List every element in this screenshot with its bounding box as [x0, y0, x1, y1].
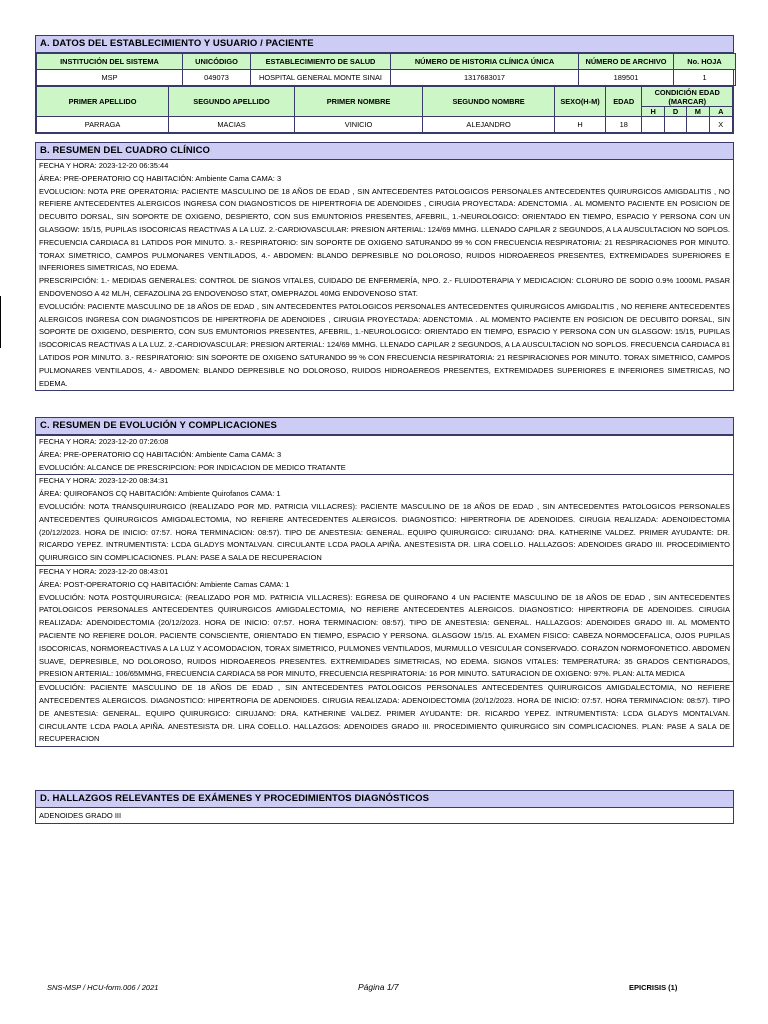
hdr-primer-apellido: PRIMER APELLIDO — [37, 87, 169, 117]
c3-fecha: FECHA Y HORA: 2023-12-20 08:43:01 — [39, 566, 169, 576]
establishment-table — [36, 53, 736, 86]
b-evolucion: EVOLUCIÓN: PACIENTE MASCULINO DE 18 AÑOS DE EDAD , SIN ANTECEDENTES PATOLOGICOS PERSONALES ANTECEDENTES QUIRURGICOS AMIGDALITIS , NO REFIERE ANTECEDENTES ALERGICOS INGRESA CON DIAGNOSTICOS DE HIPERTROFIA DE ADENOIDES , CIRUGIA PROYECTADA: ADENCTOMIA . AL MOMENTO PACIENTE EN POSICION DE DECUBITO DORSAL, SIN SOPORTE DE OXIGENO, DESPIERTO, CON SUS EMUNTORIOS PRESENTES, AFEBRIL, 1.-NEUROLOGICO: ORIENTADO EN TIEMPO, ESPACIO Y PERSONA CON UN GLASGOW: 15/15, PUPILAS ISOCORICAS REACTIVAS A LA LUZ. 2.-CARDIOVASCULAR: PRESION ARTERIAL: 124/69 MMHG. LLENADO CAPILAR 2 SEGUNDOS, A LA AUSCULTACION NO SOPLOS. FRECUENCIA CARDIACA 81 LATIDOS POR MINUTO. 3.- RESPIRATORIO: SIN SOPORTE DE OXIGENO SATURANDO 99 % CON FRECUENCIA RESPIRATORIA: 21 RESPIRACIONES POR MINUTO. TORAX SIMETRICO, CAMPOS PULMONARES VENTILADOS, 4.- ABDOMEN: BLANDO DEPRESIBLE NO DOLOROSO, RUIDOS HIDROAEREOS PRESENTES, EXTREMIDADES SUPERIORES E INFERIORES SIMETRICAS, NO EDEMA. — [39, 301, 730, 388]
footer-document-name: EPICRISIS (1) — [629, 983, 678, 992]
hdr-edad-a: A — [709, 107, 732, 117]
hdr-archivo: NÚMERO DE ARCHIVO — [579, 54, 674, 70]
section-b-title: B. RESUMEN DEL CUADRO CLÍNICO — [36, 143, 733, 160]
section-d — [35, 790, 734, 824]
c3-area: ÁREA: POST-OPERATORIO CQ HABITACIÓN: Ambiente Camas CAMA: 1 — [39, 579, 290, 589]
val-edad-h — [642, 117, 664, 133]
hdr-segundo-apellido: SEGUNDO APELLIDO — [169, 87, 295, 117]
d-findings: ADENOIDES GRADO III — [39, 811, 122, 820]
val-segundo-nombre: ALEJANDRO — [423, 117, 555, 133]
hdr-hoja: No. HOJA — [674, 54, 736, 70]
hdr-edad-d: D — [664, 107, 686, 117]
hdr-segundo-nombre: SEGUNDO NOMBRE — [423, 87, 555, 117]
margin-mark — [0, 296, 1, 348]
hdr-unicodigo: UNICÓDIGO — [183, 54, 251, 70]
c1-area: ÁREA: PRE-OPERATORIO CQ HABITACIÓN: Ambiente Cama CAMA: 3 — [39, 449, 282, 459]
hdr-institucion: INSTITUCIÓN DEL SISTEMA — [37, 54, 183, 70]
hdr-primer-nombre: PRIMER NOMBRE — [295, 87, 423, 117]
hdr-historia-clinica: NÚMERO DE HISTORIA CLÍNICA ÚNICA — [391, 54, 579, 70]
footer-page-number: Página 1/7 — [358, 982, 399, 992]
val-segundo-apellido: MACIAS — [169, 117, 295, 133]
evolution-final — [36, 681, 733, 746]
val-edad-a: X — [709, 117, 732, 133]
hdr-edad: EDAD — [605, 87, 642, 117]
val-edad: 18 — [605, 117, 642, 133]
footer-form-code: SNS-MSP / HCU-form.006 / 2021 — [47, 983, 159, 992]
b-evolucion-preop: EVOLUCION: NOTA PRE OPERATORIA: PACIENTE MASCULINO DE 18 AÑOS DE EDAD , SIN ANTECEDENTES PATOLOGICOS PERSONALES ANTECEDENTES QUIRURGICOS AMIGDALITIS , NO REFIERE ANTECEDENTES ALERGICOS INGRESA CON DIAGNOSTICOS DE HIPERTROFIA DE ADENOIDES , CIRUGIA PROYECTADA: ADENCTOMIA . AL MOMENTO PACIENTE EN POSICION DE DECUBITO DORSAL, SIN SOPORTE DE OXIGENO, DESPIERTO, CON SUS EMUNTORIOS PRESENTES, AFEBRIL, 1.-NEUROLOGICO: ORIENTADO EN TIEMPO, ESPACIO Y PERSONA CON UN GLASGOW: 15/15, PUPILAS ISOCORICAS REACTIVAS A LA LUZ. 2.-CARDIOVASCULAR: PRESION ARTERIAL: 124/69 MMHG. LLENADO CAPILAR 2 SEGUNDOS, A LA AUSCULTACION NO SOPLOS. FRECUENCIA CARDIACA 81 LATIDOS POR MINUTO. 3.- RESPIRATORIO: SIN SOPORTE DE OXIGENO SATURANDO 99 % CON FRECUENCIA RESPIRATORIA: 21 RESPIRACIONES POR MINUTO. TORAX SIMETRICO, CAMPOS PULMONARES VENTILADOS, 4.- ABDOMEN: BLANDO DEPRESIBLE NO DOLOROSO, RUIDOS HIDROAEREOS PRESENTES, EXTREMIDADES SUPERIORES E INFERIORES SIMETRICAS, NO EDEMA. — [39, 186, 730, 273]
hdr-edad-h: H — [642, 107, 664, 117]
val-edad-d — [664, 117, 686, 133]
evolution-block — [36, 474, 733, 565]
hdr-edad-m: M — [687, 107, 709, 117]
section-c — [35, 417, 734, 747]
val-edad-m — [687, 117, 709, 133]
patient-table — [36, 86, 733, 133]
val-sexo: H — [555, 117, 606, 133]
c2-fecha: FECHA Y HORA: 2023-12-20 08:34:31 — [39, 476, 169, 486]
section-a-title: A. DATOS DEL ESTABLECIMIENTO Y USUARIO / PACIENTE — [36, 36, 733, 53]
hdr-sexo: SEXO(H-M) — [555, 87, 606, 117]
section-d-title: D. HALLAZGOS RELEVANTES DE EXÁMENES Y PROCEDIMIENTOS DIAGNÓSTICOS — [36, 791, 733, 808]
val-unicodigo: 049073 — [183, 70, 251, 86]
section-a — [35, 35, 734, 134]
val-institucion: MSP — [37, 70, 183, 86]
c3-evolucion: EVOLUCIÓN: NOTA POSTQUIRURGICA: (REALIZADO POR MD. PATRICIA VILLACRES): EGRESA DE QUIROFANO 4 UN PACIENTE MASCULINO DE 18 AÑOS DE EDAD , SIN ANTECEDENTES PATOLOGICOS PERSONALES ANTECEDENTES QUIRURGICOS AMIGDALECTOMIA, NO REFIERE ANTECEDENTES ALERGICOS. DIAGNOSTICO: HIPERTROFIA DE ADENOIDES. CIRUGIA REALIZADA: ADENOIDECTOMIA (20/12/2023. HORA DE INICIO: 07:57. HORA TERMINACION: 08:57). TIPO DE ANESTESIA: GENERAL. HALLAZGOS: ADENOIDES GRADO III. AL MOMENTO PACIENTE NO REFIERE DOLOR. PACIENTE CONSCIENTE, ORIENTADO EN TIEMPO, ESPACIO Y PERSONA. GLASGOW 15/15. AL EXAMEN FISICO: CABEZA NORMOCEFALICA, OJOS PUPILAS ISOCORICAS, NORMOREACTIVAS A LA LUZ Y ACOMODACION, TORAX SIMETRICO, PULMONES VENTILADOS, MURMULLO VESICULAR CONSERVADO. CORAZON NORMOFONETICO. ABDOMEN SUAVE, DEPRESIBLE, NO DOLOROSO, RUIDOS HIDROAEREOS PRESENTES. EXTREMIDADES SIMETRICAS, NO EDEMA. SIGNOS VITALES: TEMPERATURA: 35 GRADOS CENTIGRADOS, PRESION ARTERIAL: 106/65MMHG, FRECUENCIA CARDIACA 58 POR MINUTO, FRECUENCIA RESPIRATORIA: 16 POR MINUTO. SATURACION DE OXIGENO: 97%. PLAN: ALTA MEDICA — [39, 592, 730, 679]
c2-area: ÁREA: QUIROFANOS CQ HABITACIÓN: Ambiente Quirofanos CAMA: 1 — [39, 489, 281, 499]
c-final-evolucion: EVOLUCIÓN: PACIENTE MASCULINO DE 18 AÑOS DE EDAD , SIN ANTECEDENTES PATOLOGICOS PERSONALES ANTECEDENTES QUIRURGICOS AMIGDALECTOMIA, NO REFIERE ANTECEDENTES ALERGICOS. DIAGNOSTICO: HIPERTROFIA DE ADENOIDES. CIRUGIA REALIZADA: ADENOIDECTOMIA (20/12/2023. HORA DE INICIO: 07:57. HORA TERMINACION: 08:57). TIPO DE ANESTESIA: GENERAL. EQUIPO QUIRURGICO: CIRUJANO: DRA. KATHERINE VALDEZ. PRIMER AYUDANTE: DR. RICARDO YEPEZ. INTRUMENTISTA: LCDA GLADYS MONTALVAN. CIRCULANTE LCDA PAOLA APIÑA. ANESTESISTA DR. LIRA COELLO. HALLAZGOS: ADENOIDES GRADO III. PROCEDIMIENTO QUIRURGICO SIN COMPLICACIONES. PLAN: PASE A SALA DE RECUPERACION — [39, 683, 730, 744]
evolution-block — [36, 435, 733, 474]
val-establecimiento: HOSPITAL GENERAL MONTE SINAI — [251, 70, 391, 86]
val-primer-nombre: VINICIO — [295, 117, 423, 133]
val-archivo: 189501 — [579, 70, 674, 86]
c2-evolucion: EVOLUCIÓN: NOTA TRANSQUIRURGICO (REALIZADO POR MD. PATRICIA VILLACRES): PACIENTE MASCULINO DE 18 AÑOS DE EDAD , SIN ANTECEDENTES PATOLOGICOS PERSONALES ANTECEDENTES QUIRURGICOS AMIGDALECTOMIA, NO REFIERE ANTECEDENTES ALERGICOS. DIAGNOSTICO: HIPERTROFIA DE ADENOIDES. CIRUGIA REALIZADA: ADENOIDECTOMIA (20/12/2023. HORA DE INICIO: 07:57. HORA TERMINACION: 08:57). TIPO DE ANESTESIA: GENERAL. EQUIPO QUIRURGICO: CIRUJANO: DRA. KATHERINE VALDEZ. PRIMER AYUDANTE: DR. RICARDO YEPEZ. INTRUMENTISTA: LCDA GLADYS MONTALVAN. CIRCULANTE LCDA PAOLA APIÑA. ANESTESISTA DR. LIRA COELLO. HALLAZGOS: ADENOIDES GRADO III. PROCEDIMIENTO QUIRURGICO SIN COMPLICACIONES. PLAN: PASE A SALA DE RECUPERACION — [39, 501, 730, 563]
clinical-summary — [36, 160, 733, 390]
c1-evolucion: EVOLUCIÓN: ALCANCE DE PRESCRIPCION: POR INDICACION DE MEDICO TRATANTE — [39, 462, 346, 472]
hdr-condicion-edad: CONDICIÓN EDAD (MARCAR) — [642, 87, 733, 107]
c1-fecha: FECHA Y HORA: 2023-12-20 07:26:08 — [39, 437, 169, 446]
evolution-block — [36, 565, 733, 681]
val-historia-clinica: 1317683017 — [391, 70, 579, 86]
val-hoja: 1 — [674, 70, 736, 86]
b-area: ÁREA: PRE-OPERATORIO CQ HABITACIÓN: Ambiente Cama CAMA: 3 — [39, 173, 282, 183]
b-fecha: FECHA Y HORA: 2023-12-20 06:35:44 — [39, 161, 169, 170]
val-primer-apellido: PARRAGA — [37, 117, 169, 133]
section-b — [35, 142, 734, 391]
b-prescripcion: PRESCRIPCIÓN: 1.- MEDIDAS GENERALES: CONTROL DE SIGNOS VITALES, CUIDADO DE ENFERMERÍA, NPO. 2.- FLUIDOTERAPIA Y MEDICACION: CLORURO DE SODIO 0.9% 1000ML PASAR ENDOVENOSO A 42 ML/H, CEFAZOLINA 2G ENDOVENOSO STAT, OMEPRAZOL 40MG ENDOVENOSO STAT. — [39, 276, 730, 298]
section-c-title: C. RESUMEN DE EVOLUCIÓN Y COMPLICACIONES — [36, 418, 733, 435]
hdr-establecimiento: ESTABLECIMIENTO DE SALUD — [251, 54, 391, 70]
